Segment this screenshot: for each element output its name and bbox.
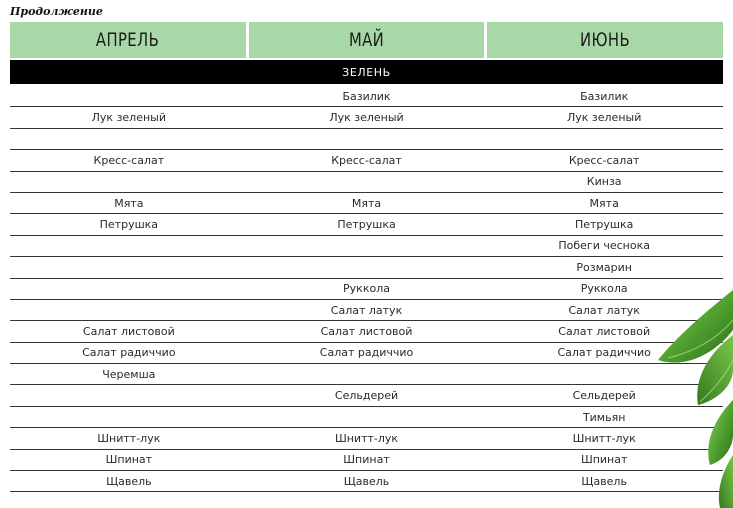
cell-may: Петрушка	[337, 218, 396, 232]
cell-may: Салат радиччио	[319, 346, 414, 360]
cell-may	[248, 364, 486, 384]
table-row	[10, 107, 723, 128]
cell-june: Базилик	[580, 89, 629, 103]
cell-april: Мята	[114, 196, 144, 210]
table-row	[10, 129, 723, 150]
table-row	[10, 471, 723, 492]
cell-april: Черемша	[102, 367, 156, 381]
table-row	[10, 407, 723, 428]
month-label: ИЮНЬ	[580, 29, 631, 51]
table-row	[10, 385, 723, 406]
month-header-april	[10, 22, 246, 58]
cell-april: Шпинат	[105, 453, 153, 467]
greens-table	[10, 86, 723, 492]
cell-june: Салат радиччио	[557, 346, 651, 360]
cell-april: Щавель	[106, 474, 152, 488]
cell-april	[10, 129, 248, 149]
cell-april	[10, 407, 248, 427]
cell-april: Лук зеленый	[91, 111, 167, 125]
cell-may: Мята	[351, 196, 382, 210]
cell-may: Лук зеленый	[329, 111, 404, 125]
table-row	[10, 364, 723, 385]
cell-may: Щавель	[343, 474, 390, 488]
cell-june: Тимьян	[582, 410, 626, 424]
cell-april	[10, 385, 248, 405]
cell-june: Лук зеленый	[566, 111, 642, 125]
cell-may	[248, 236, 486, 256]
cell-june: Щавель	[581, 474, 627, 488]
table-row	[10, 450, 723, 471]
month-header-may	[249, 22, 485, 58]
month-header-june	[487, 22, 723, 58]
cell-june: Кресс-салат	[568, 153, 640, 167]
table-row	[10, 172, 723, 193]
cell-may: Салат листовой	[320, 324, 413, 338]
month-label: АПРЕЛЬ	[96, 29, 160, 51]
continued-label: Продолжение	[10, 5, 103, 18]
table-row	[10, 279, 723, 300]
table-row	[10, 300, 723, 321]
cell-june: Мята	[589, 196, 619, 210]
cell-may	[248, 407, 486, 427]
table-row	[10, 321, 723, 342]
table-row	[10, 214, 723, 235]
cell-june: Побеги чеснока	[558, 239, 650, 253]
cell-june: Руккола	[580, 282, 628, 296]
cell-april	[10, 300, 248, 320]
cell-april: Петрушка	[99, 218, 159, 232]
cell-may	[248, 129, 486, 149]
cell-may	[248, 257, 486, 277]
cell-april	[10, 279, 248, 299]
cell-june: Салат листовой	[558, 324, 651, 338]
cell-june	[485, 129, 723, 149]
cell-june: Салат латук	[568, 303, 640, 317]
table-row	[10, 343, 723, 364]
cell-may: Базилик	[342, 89, 391, 103]
cell-june: Кинза	[586, 175, 622, 189]
table-row	[10, 193, 723, 214]
cell-june	[485, 364, 723, 384]
table-row	[10, 150, 723, 171]
cell-may: Сельдерей	[334, 389, 399, 403]
cell-april	[10, 86, 248, 106]
cell-april: Шнитт-лук	[97, 431, 161, 445]
cell-may	[248, 172, 486, 192]
cell-april	[10, 257, 248, 277]
cell-may: Шпинат	[343, 453, 390, 467]
cell-may: Кресс-салат	[331, 153, 402, 167]
cell-may: Руккола	[343, 282, 390, 296]
cell-june: Розмарин	[576, 260, 632, 274]
cell-may: Шнитт-лук	[334, 431, 399, 445]
table-row	[10, 257, 723, 278]
cell-june: Шпинат	[580, 453, 628, 467]
cell-may: Салат латук	[330, 303, 403, 317]
section-title-greens: ЗЕЛЕНЬ	[10, 60, 723, 84]
cell-june: Шнитт-лук	[572, 431, 636, 445]
month-label: МАЙ	[348, 29, 385, 51]
cell-april: Салат радиччио	[82, 346, 176, 360]
cell-june: Сельдерей	[572, 389, 636, 403]
table-row	[10, 428, 723, 449]
month-header	[10, 22, 723, 58]
table-row	[10, 236, 723, 257]
table-row	[10, 86, 723, 107]
cell-june: Петрушка	[574, 218, 634, 232]
cell-april	[10, 172, 248, 192]
cell-april: Салат листовой	[82, 324, 175, 338]
cell-april: Кресс-салат	[93, 153, 165, 167]
cell-april	[10, 236, 248, 256]
